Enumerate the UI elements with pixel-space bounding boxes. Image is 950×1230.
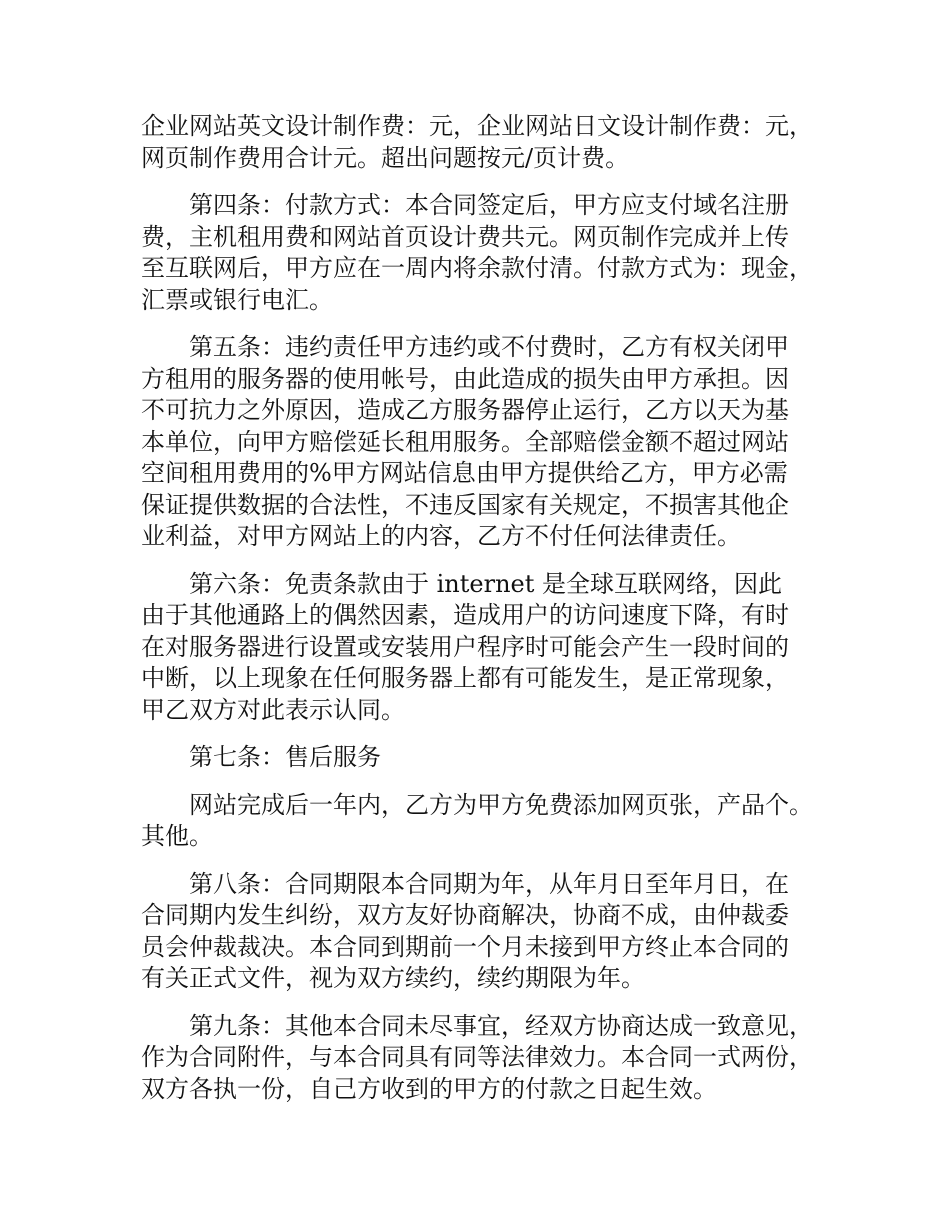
paragraph-after-sales [141, 790, 831, 853]
text-line: 第五条：违约责任甲方违约或不付费时，乙方有权关闭甲 [189, 333, 789, 361]
text-line: 在对服务器进行设置或安装用户程序时可能会产生一段时间的 [141, 632, 789, 661]
text-line: 保证提供数据的合法性，不违反国家有关规定，不损害其他企 [141, 490, 789, 519]
paragraph-article-4-payment [141, 190, 831, 316]
document-body [141, 111, 831, 1121]
text-line: 业利益，对甲方网站上的内容，乙方不付任何法律责任。 [141, 522, 741, 550]
text-line: 企业网站英文设计制作费：元，企业网站日文设计制作费：元， [141, 112, 813, 140]
paragraph-article-6-disclaimer [141, 569, 831, 727]
text-line: 作为合同附件，与本合同具有同等法律效力。本合同一式两份， [141, 1043, 813, 1071]
text-line: 空间租用费用的%甲方网站信息由甲方提供给乙方，甲方必需 [141, 459, 788, 487]
text-line: 由于其他通路上的偶然因素，造成用户的访问速度下降，有时 [141, 601, 789, 629]
paragraph-fee-summary [141, 111, 831, 174]
text-line: 中断，以上现象在任何服务器上都有可能发生，是正常现象， [141, 664, 789, 692]
text-line: 方租用的服务器的使用帐号，由此造成的损失由甲方承担。因 [141, 364, 789, 393]
paragraph-article-7-heading [141, 742, 831, 774]
text-line: 费，主机租用费和网站首页设计费共元。网页制作完成并上传 [141, 222, 789, 251]
text-line: 其他。 [141, 822, 213, 850]
text-line: 有关正式文件，视为双方续约，续约期限为年。 [141, 964, 645, 992]
text-line: 汇票或银行电汇。 [141, 285, 333, 314]
paragraph-article-5-liability [141, 332, 831, 553]
text-line: 第六条：免责条款由于 internet 是全球互联网络，因此 [189, 569, 783, 598]
text-line: 网站完成后一年内，乙方为甲方免费添加网页张，产品个。 [189, 790, 813, 819]
text-line: 第四条：付款方式：本合同签定后，甲方应支付域名注册 [189, 191, 789, 219]
paragraph-article-9-other [141, 1011, 831, 1106]
text-line: 网页制作费用合计元。超出问题按元/页计费。 [141, 143, 630, 172]
text-line: 不可抗力之外原因，造成乙方服务器停止运行，乙方以天为基 [141, 396, 789, 424]
text-line: 至互联网后，甲方应在一周内将余款付清。付款方式为：现金， [141, 254, 813, 282]
text-line: 员会仲裁裁决。本合同到期前一个月未接到甲方终止本合同的 [141, 932, 789, 961]
text-line: 合同期内发生纠纷，双方友好协商解决，协商不成，由仲裁委 [141, 901, 789, 929]
text-line: 第九条：其他本合同未尽事宜，经双方协商达成一致意见， [189, 1011, 813, 1040]
text-line: 双方各执一份，自己方收到的甲方的付款之日起生效。 [141, 1074, 717, 1103]
paragraph-article-8-term [141, 869, 831, 995]
text-line: 本单位，向甲方赔偿延长租用服务。全部赔偿金额不超过网站 [141, 427, 789, 456]
text-line: 甲乙双方对此表示认同。 [141, 695, 405, 724]
text-line: 第八条：合同期限本合同期为年，从年月日至年月日，在 [189, 869, 789, 898]
text-line: 第七条：售后服务 [189, 743, 381, 771]
